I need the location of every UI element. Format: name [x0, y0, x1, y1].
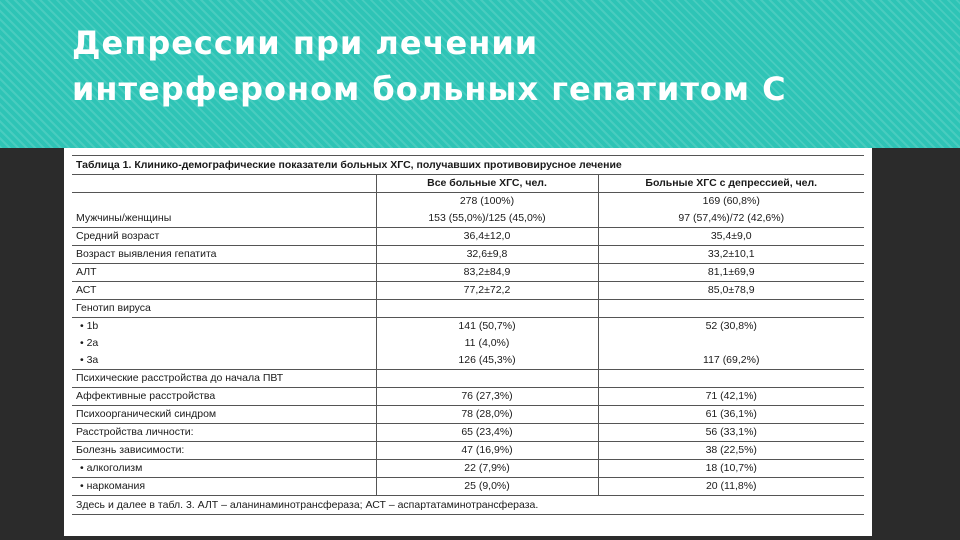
table-row — [72, 388, 864, 406]
table-caption: Таблица 1. Клинико-демографические показатели больных ХГС, получавших противовирусное лечение — [72, 155, 864, 175]
cell-depression: 117 (69,2%) — [598, 352, 864, 370]
table-image — [64, 148, 872, 536]
column-header-all: Все больные ХГС, чел. — [376, 175, 598, 193]
table-row — [72, 460, 864, 478]
column-header-depression: Больные ХГС с депрессией, чел. — [598, 175, 864, 193]
column-header-label — [72, 175, 376, 193]
cell-all: 153 (55,0%)/125 (45,0%) — [376, 210, 598, 228]
cell-depression: 61 (36,1%) — [598, 406, 864, 424]
slide-title-line-2: интерфероном больных гепатитом С — [72, 70, 787, 108]
table-row — [72, 318, 864, 336]
cell-all: 278 (100%) — [376, 193, 598, 211]
row-label: • 1b — [80, 320, 99, 332]
cell-depression: 35,4±9,0 — [598, 228, 864, 246]
cell-depression: 97 (57,4%)/72 (42,6%) — [598, 210, 864, 228]
row-label: Психические расстройства до начала ПВТ — [72, 370, 376, 388]
cell-all: 78 (28,0%) — [376, 406, 598, 424]
cell-depression: 85,0±78,9 — [598, 282, 864, 300]
row-label: Генотип вируса — [72, 300, 376, 318]
table-row — [72, 193, 864, 211]
row-label: Аффективные расстройства — [72, 388, 376, 406]
cell-all: 25 (9,0%) — [376, 478, 598, 496]
cell-depression — [598, 335, 864, 352]
row-label: АСТ — [72, 282, 376, 300]
table-row — [72, 300, 864, 318]
row-label: • алкоголизм — [72, 460, 376, 478]
cell-all: 65 (23,4%) — [376, 424, 598, 442]
cell-all: 77,2±72,2 — [376, 282, 598, 300]
row-label: Расстройства личности: — [72, 424, 376, 442]
table-row — [72, 335, 864, 352]
cell-depression: 169 (60,8%) — [598, 193, 864, 211]
slide-title-line-1: Депрессии при лечении — [72, 24, 539, 62]
cell-depression: 52 (30,8%) — [598, 318, 864, 336]
cell-all: 141 (50,7%) — [376, 318, 598, 336]
row-label: • 2a — [80, 337, 99, 349]
cell-depression: 33,2±10,1 — [598, 246, 864, 264]
table-row — [72, 264, 864, 282]
cell-all: 126 (45,3%) — [376, 352, 598, 370]
table-row — [72, 442, 864, 460]
cell-depression — [598, 370, 864, 388]
row-label: АЛТ — [72, 264, 376, 282]
row-label: • наркомания — [80, 480, 146, 492]
cell-all: 76 (27,3%) — [376, 388, 598, 406]
cell-all: 22 (7,9%) — [376, 460, 598, 478]
table-row — [72, 352, 864, 370]
table-row — [72, 478, 864, 496]
row-label — [72, 193, 376, 211]
table-footnote: Здесь и далее в табл. 3. АЛТ – аланинаминотрансфераза; АСТ – аспартатаминотрансфераза. — [72, 495, 864, 515]
table-row — [72, 246, 864, 264]
slide-title — [72, 20, 787, 112]
cell-all: 11 (4,0%) — [376, 335, 598, 352]
table-row — [72, 424, 864, 442]
cell-depression: 56 (33,1%) — [598, 424, 864, 442]
row-label: Болезнь зависимости: — [72, 442, 376, 460]
cell-all: 36,4±12,0 — [376, 228, 598, 246]
cell-depression: 71 (42,1%) — [598, 388, 864, 406]
table-container — [72, 155, 864, 515]
table-row — [72, 282, 864, 300]
row-label: Средний возраст — [72, 228, 376, 246]
cell-all — [376, 370, 598, 388]
table-row — [72, 210, 864, 228]
table-row — [72, 406, 864, 424]
cell-all — [376, 300, 598, 318]
table-row — [72, 370, 864, 388]
cell-depression: 81,1±69,9 — [598, 264, 864, 282]
row-label: Возраст выявления гепатита — [72, 246, 376, 264]
data-table — [72, 175, 864, 495]
row-label: Мужчины/женщины — [72, 210, 376, 228]
cell-all: 83,2±84,9 — [376, 264, 598, 282]
cell-all: 32,6±9,8 — [376, 246, 598, 264]
cell-depression: 38 (22,5%) — [598, 442, 864, 460]
row-label: • 3a — [72, 352, 376, 370]
row-label: Психоорганический синдром — [72, 406, 376, 424]
table-row — [72, 228, 864, 246]
cell-depression: 20 (11,8%) — [598, 478, 864, 496]
slide-header — [0, 0, 960, 148]
cell-all: 47 (16,9%) — [376, 442, 598, 460]
cell-depression: 18 (10,7%) — [598, 460, 864, 478]
cell-depression — [598, 300, 864, 318]
